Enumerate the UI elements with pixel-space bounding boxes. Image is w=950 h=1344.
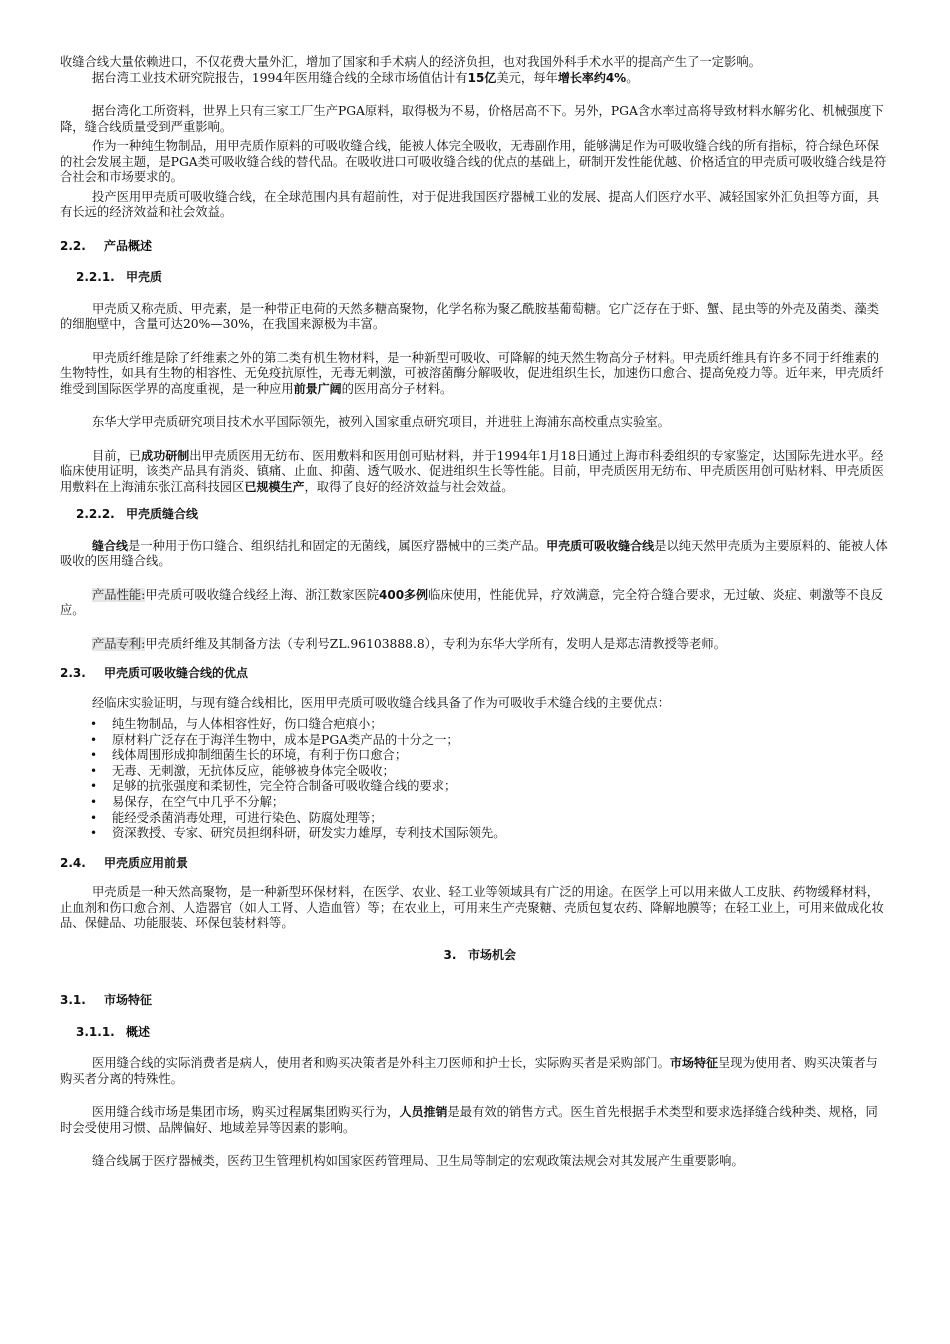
section-heading-2-2: 2.2. 产品概述	[60, 238, 153, 253]
list-item: • 资深教授、专家、研究员担纲科研，研发实力雄厚，专利技术国际领先。	[90, 826, 506, 841]
paragraph-market-1: 医用缝合线的实际消费者是病人，使用者和购买决策者是外科主刀医师和护士长，实际购买者是采购部门。市场特征呈现为使用者、购买决策者与购买者分离的特殊性。	[60, 1056, 878, 1086]
list-item: • 足够的抗张强度和柔韧性，完全符合制备可吸收缝合线的要求；	[90, 779, 457, 794]
paragraph-intro-3: 据台湾化工所资料，世界上只有三家工厂生产PGA原料，取得极为不易，价格居高不下。另外，PGA含水率过高将导致材料水解劣化、机械强度下降，缝合线质量受到严重影响。	[60, 104, 884, 134]
chapter-heading-3: 3. 市场机会	[443, 947, 516, 962]
paragraph-chitin-4: 目前，已成功研制出甲壳质医用无纺布、医用敷料和医用创可贴材料，并于1994年1月18日通过上海市科委组织的专家鉴定，达国际先进水平。经临床使用证明，该类产品具有消炎、镇痛、止血、抑菌、透气吸水、促进组织生长等性能。目前，甲壳质医用无纺布、甲壳质医用创可贴材料、甲壳质医用敷料在上海浦东张江高科技园区已规模生产，取得了良好的经济效益与社会效益。	[60, 448, 884, 494]
section-heading-2-2-1: 2.2.1. 甲壳质	[76, 270, 163, 284]
paragraph-intro-2: 据台湾工业技术研究院报告，1994年医用缝合线的全球市场值估计有15亿美元，每年增长率约4%。	[92, 70, 639, 85]
paragraph-intro-1: 收缝合线大量依赖进口，不仅花费大量外汇，增加了国家和手术病人的经济负担，也对我国外科手术水平的提高产生了一定影响。	[60, 55, 761, 69]
paragraph-chitin-1: 甲壳质又称壳质、甲壳素，是一种带正电荷的天然多糖高聚物，化学名称为聚乙酰胺基葡萄糖。它广泛存在于虾、蟹、昆虫等的外壳及菌类、藻类的细胞壁中，含量可达20%—30%，在我国来源极为丰富。	[60, 301, 880, 331]
list-item: • 易保存，在空气中几乎不分解；	[90, 794, 285, 809]
section-heading-2-4: 2.4. 甲壳质应用前景	[60, 855, 189, 870]
section-heading-2-3: 2.3. 甲壳质可吸收缝合线的优点	[60, 666, 249, 680]
section-heading-3-1: 3.1. 市场特征	[60, 993, 153, 1008]
list-item: • 原材料广泛存在于海洋生物中，成本是PGA类产品的十分之一；	[90, 732, 459, 747]
paragraph-application: 甲壳质是一种天然高聚物，是一种新型环保材料，在医学、农业、轻工业等领域具有广泛的用途。在医学上可以用来做人工皮肤、药物缓释材料，止血剂和伤口愈合剂、人造器官（如人工肾、人造血管）等；在农业上，可用来生产壳聚糖、壳质包复农药、降解地膜等；在轻工业上，可用来做成化妆品、保健品、功能服装、环保包装材料等。	[60, 885, 884, 931]
label-product-patent: 产品专利:	[92, 636, 146, 651]
paragraph-suture-patent: 产品专利:甲壳质纤维及其制备方法（专利号ZL.96103888.8），专利为东华大学所有，发明人是郑志清教授等老师。	[92, 636, 727, 651]
label-product-performance: 产品性能:	[92, 587, 146, 602]
list-item: • 线体周围形成抑制细菌生长的环境，有利于伤口愈合；	[90, 748, 408, 763]
paragraph-intro-4: 作为一种纯生物制品，用甲壳质作原料的可吸收缝合线，能被人体完全吸收，无毒副作用，能够满足作为可吸收缝合线的所有指标，符合绿色环保的社会发展主题，是PGA类可吸收缝合线的替代品。在吸收进口可吸收缝合线的优点的基础上，研制开发性能优越、价格适宜的甲壳质可吸收缝合线是符合社会和市场要求的。	[60, 139, 887, 184]
paragraph-suture-1: 缝合线是一种用于伤口缝合、组织结扎和固定的无菌线，属医疗器械中的三类产品。甲壳质可吸收缝合线是以纯天然甲壳质为主要原料的、能被人体吸收的医用缝合线。	[60, 538, 888, 568]
section-heading-2-2-2: 2.2.2. 甲壳质缝合线	[76, 507, 199, 521]
document-page	[60, 55, 888, 1170]
paragraph-intro-5: 投产医用甲壳质可吸收缝合线，在全球范围内具有超前性，对于促进我国医疗器械工业的发展、提高人们医疗水平、减轻国家外汇负担等方面，具有长远的经济效益和社会效益。	[60, 189, 880, 219]
paragraph-chitin-3: 东华大学甲壳质研究项目技术水平国际领先，被列入国家重点研究项目，并进驻上海浦东高校重点实验室。	[92, 415, 670, 429]
paragraph-market-3: 缝合线属于医疗器械类，医药卫生管理机构如国家医药管理局、卫生局等制定的宏观政策法规会对其发展产生重要影响。	[92, 1154, 744, 1169]
paragraph-suture-performance: 产品性能:甲壳质可吸收缝合线经上海、浙江数家医院400多例临床使用，性能优异，疗效满意，完全符合缝合要求，无过敏、炎症、刺激等不良反应。	[60, 587, 884, 617]
paragraph-advantages-intro: 经临床实验证明，与现有缝合线相比，医用甲壳质可吸收缝合线具备了作为可吸收手术缝合线的主要优点：	[92, 695, 670, 710]
paragraph-chitin-2: 甲壳质纤维是除了纤维素之外的第二类有机生物材料，是一种新型可吸收、可降解的纯天然生物高分子材料。甲壳质纤维具有许多不同于纤维素的生物特性，如具有生物的相容性、无免疫抗原性，无毒无刺激，可被溶菌酶分解吸收，促进组织生长，加速伤口愈合、提高免疫力等。近年来，甲壳质纤维受到国际医学界的高度重视，是一种应用前景广阔的医用高分子材料。	[60, 350, 884, 396]
advantages-list	[60, 717, 888, 842]
section-heading-3-1-1: 3.1.1. 概述	[76, 1024, 151, 1039]
list-item: • 无毒、无刺激，无抗体反应，能够被身体完全吸收；	[90, 763, 395, 778]
list-item: • 能经受杀菌消毒处理，可进行染色、防腐处理等；	[90, 810, 383, 825]
paragraph-market-2: 医用缝合线市场是集团市场，购买过程属集团购买行为，人员推销是最有效的销售方式。医生首先根据手术类型和要求选择缝合线种类、规格，同时会受使用习惯、品牌偏好、地域差异等因素的影响。	[60, 1105, 878, 1135]
list-item: • 纯生物制品，与人体相容性好，伤口缝合疤痕小；	[90, 717, 383, 731]
